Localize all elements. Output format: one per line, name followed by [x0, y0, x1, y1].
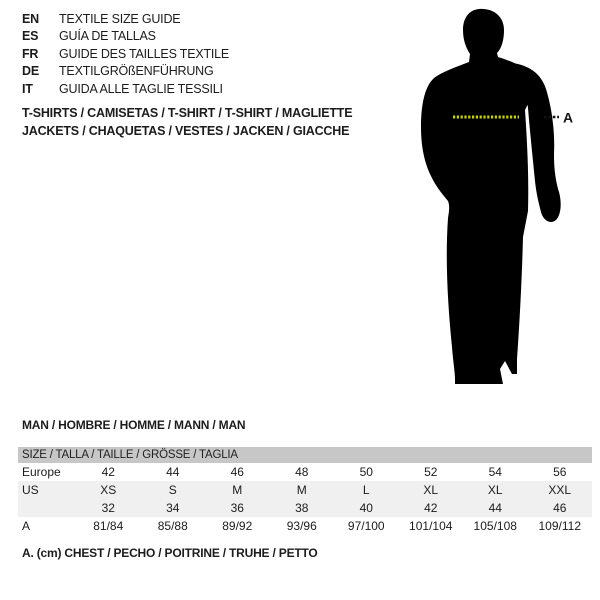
language-title: TEXTILE SIZE GUIDE — [59, 12, 181, 26]
size-cell: L — [362, 483, 370, 497]
row-label: US — [22, 483, 39, 497]
size-cell: 109/112 — [538, 519, 581, 533]
table-row-us-numbers — [18, 499, 592, 517]
size-cell: XXL — [548, 483, 572, 497]
size-cell: 42 — [424, 501, 438, 515]
size-cell: XL — [423, 483, 439, 497]
size-cell: 36 — [230, 501, 244, 515]
gender-heading: MAN / HOMBRE / HOMME / MANN / MAN — [22, 418, 246, 432]
man-silhouette-figure — [415, 5, 585, 390]
size-cell: 93/96 — [286, 519, 317, 533]
size-cell: 46 — [230, 465, 244, 479]
category-line-jackets: JACKETS / CHAQUETAS / VESTES / JACKEN / GIACCHE — [22, 124, 350, 138]
measurement-footnote: A. (cm) CHEST / PECHO / POITRINE / TRUHE / PETTO — [22, 546, 318, 560]
table-row-chest-a — [18, 517, 592, 535]
size-cell: 97/100 — [347, 519, 385, 533]
size-cell: 81/84 — [93, 519, 124, 533]
language-title: GUÍA DE TALLAS — [59, 29, 156, 44]
language-code: DE — [22, 64, 39, 79]
size-cell: 32 — [101, 501, 115, 515]
size-cell: M — [296, 483, 307, 497]
size-cell: 44 — [488, 501, 502, 515]
language-row — [22, 28, 229, 45]
table-row-us-letters — [18, 481, 592, 499]
size-cell: 46 — [553, 501, 567, 515]
language-row — [22, 46, 229, 63]
size-cell: XS — [100, 483, 117, 497]
size-cell: 89/92 — [222, 519, 253, 533]
language-list — [22, 11, 229, 98]
language-row — [22, 63, 229, 80]
size-cell: 34 — [166, 501, 180, 515]
category-line-tshirts: T-SHIRTS / CAMISETAS / T-SHIRT / T-SHIRT / MAGLIETTE — [22, 106, 353, 120]
table-row-europe — [18, 463, 592, 481]
row-label: Europe — [22, 465, 61, 479]
size-cell: 40 — [359, 501, 373, 515]
size-cell: XL — [487, 483, 503, 497]
language-title: GUIDA ALLE TAGLIE TESSILI — [59, 81, 223, 96]
size-cell: 54 — [488, 465, 502, 479]
language-code: FR — [22, 46, 39, 61]
category-list — [22, 104, 352, 140]
size-cell: S — [168, 483, 177, 497]
language-code: EN — [22, 12, 39, 26]
language-title: TEXTILGRÖßENFÜHRUNG — [59, 64, 214, 79]
language-title: GUIDE DES TAILLES TEXTILE — [59, 46, 230, 61]
size-cell: 52 — [424, 465, 438, 479]
size-table-header: SIZE / TALLA / TAILLE / GRÖSSE / TAGLIA — [18, 447, 592, 463]
size-cell: 50 — [359, 465, 373, 479]
size-cell: 44 — [166, 465, 180, 479]
language-row — [22, 11, 229, 28]
language-code: ES — [22, 29, 39, 44]
size-cell: 42 — [101, 465, 115, 479]
row-label: A — [22, 519, 31, 533]
size-cell: 48 — [295, 465, 309, 479]
size-cell: M — [232, 483, 243, 497]
size-cell: 85/88 — [157, 519, 188, 533]
language-code: IT — [22, 81, 33, 96]
size-cell: 56 — [553, 465, 567, 479]
size-cell: 105/108 — [473, 519, 517, 533]
language-row — [22, 81, 229, 98]
size-table — [18, 447, 592, 535]
size-cell: 101/104 — [409, 519, 453, 533]
measurement-label-a: A — [563, 109, 574, 126]
size-cell: 38 — [295, 501, 309, 515]
